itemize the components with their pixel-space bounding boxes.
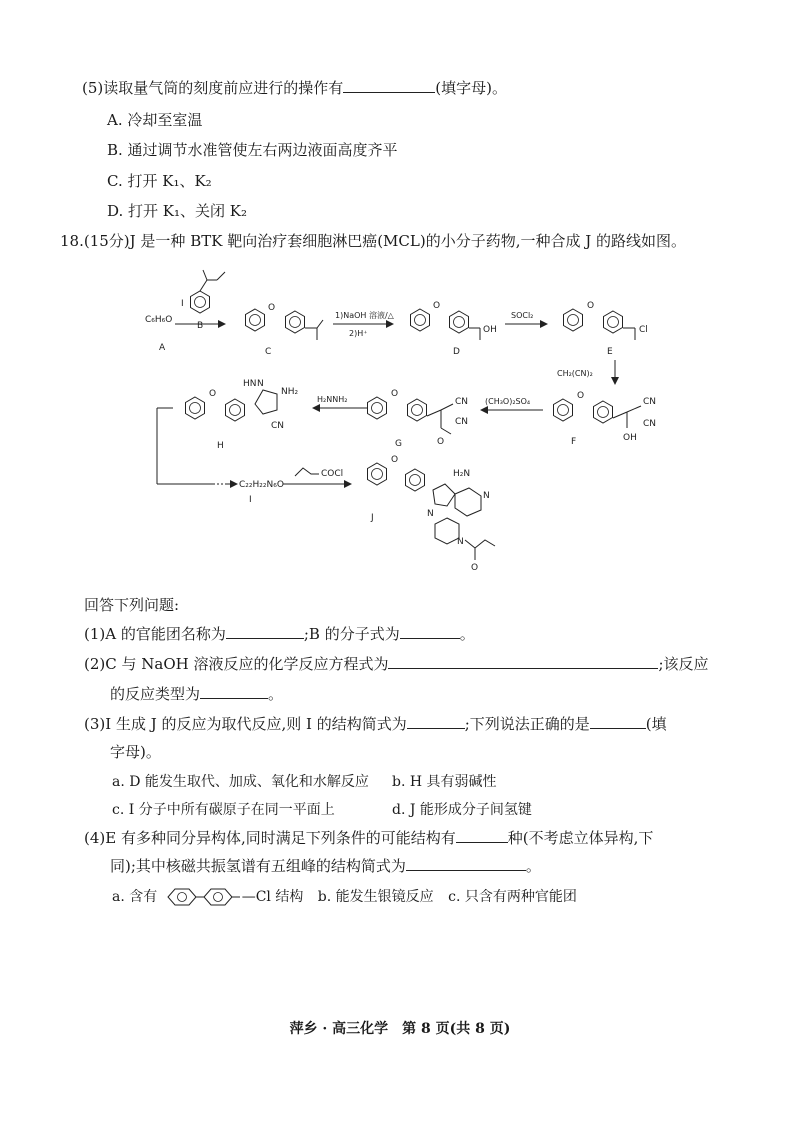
q5-option-a: A. 冷却至室温 — [107, 111, 203, 129]
atom-o: O — [437, 437, 445, 447]
subquestion-2-cont — [110, 684, 283, 704]
atom-n: N — [257, 379, 264, 389]
atom-oh: OH — [623, 433, 637, 443]
s4-cond-a-cl: —Cl 结构 — [241, 889, 304, 905]
atom-nh2: NH₂ — [281, 387, 299, 397]
bond — [427, 410, 441, 416]
biphenyl-icon — [162, 886, 242, 908]
reagent-malononitrile: CH₂(CN)₂ — [557, 369, 593, 378]
acryloyl-group — [465, 540, 495, 548]
s4-cond-a: a. 含有 — [112, 889, 158, 905]
formula-a: C₆H₆O — [145, 315, 173, 325]
s3-text: ;下列说法正确的是 — [464, 715, 590, 733]
benzene-ring-icon — [408, 399, 427, 421]
vinyl-group — [295, 468, 319, 476]
subquestion-3-cont: 字母)。 — [110, 743, 161, 761]
label-f: F — [571, 437, 577, 447]
benzene-ring-icon — [450, 311, 469, 333]
atom-hn: HN — [243, 379, 257, 389]
benzene-ring-icon — [554, 399, 573, 421]
answer-blank[interactable] — [407, 714, 465, 729]
page-footer: 萍乡 · 高三化学 第 8 页(共 8 页) — [289, 1021, 511, 1037]
benzene-ring-icon — [191, 291, 210, 313]
atom-o: O — [391, 389, 399, 399]
benzene-ring-icon — [226, 399, 245, 421]
s1-text: (1)A 的官能团名称为 — [84, 625, 226, 643]
synthesis-scheme — [145, 262, 665, 580]
s3-option-a: a. D 能发生取代、加成、氧化和水解反应 — [112, 774, 369, 790]
label-d: D — [453, 347, 460, 357]
label-e: E — [607, 347, 613, 357]
s4-cond-b: b. 能发生银镜反应 — [317, 889, 434, 905]
subquestion-4-cont — [110, 856, 541, 876]
s1-text: 。 — [459, 625, 475, 643]
s3-text: (3)I 生成 J 的反应为取代反应,则 I 的结构简式为 — [84, 715, 407, 733]
benzene-ring-icon — [406, 469, 425, 491]
label-h: H — [217, 441, 224, 451]
answer-intro: 回答下列问题: — [84, 596, 180, 614]
formula-i: C₂₂H₂₂N₆O — [239, 480, 284, 490]
label-i: I — [249, 495, 252, 505]
atom-o: O — [268, 303, 276, 313]
reagent-socl2: SOCl₂ — [511, 311, 534, 320]
atom-cn: CN — [643, 419, 657, 429]
bond — [317, 320, 323, 328]
pyrimidine-ring — [455, 488, 481, 516]
label-b: B — [197, 321, 204, 331]
s4-text: 同);其中核磁共振氢谱有五组峰的结构简式为 — [110, 857, 406, 875]
reagent-naoh: 1)NaOH 溶液/△ — [335, 311, 394, 320]
s2-text: 。 — [268, 685, 284, 703]
atom-n: N — [427, 509, 434, 519]
benzene-ring-icon — [368, 397, 387, 419]
subquestion-1 — [84, 624, 475, 644]
benzene-ring-icon — [564, 309, 583, 331]
subquestion-4 — [84, 828, 653, 848]
s2-text: 的反应类型为 — [110, 685, 201, 703]
answer-blank[interactable] — [590, 714, 646, 729]
answer-blank[interactable] — [388, 654, 658, 669]
label-j: J — [371, 513, 374, 523]
benzene-ring-icon — [594, 401, 613, 423]
s4-text: (4)E 有多种同分异构体,同时满足下列条件的可能结构有 — [84, 829, 456, 847]
bond — [441, 428, 451, 434]
reagent-acid: 2)H⁺ — [349, 329, 368, 338]
benzene-ring-icon — [604, 311, 623, 333]
atom-cn: CN — [455, 397, 469, 407]
benzene-ring-icon — [246, 309, 265, 331]
benzene-ring-icon — [411, 309, 430, 331]
s1-text: ;B 的分子式为 — [303, 625, 400, 643]
atom-cn: CN — [643, 397, 657, 407]
subquestion-3 — [84, 714, 667, 734]
reagent-hydrazine: H₂NNH₂ — [317, 395, 348, 404]
answer-blank[interactable] — [400, 624, 460, 639]
answer-blank[interactable] — [226, 624, 304, 639]
benzene-ring-icon — [186, 397, 205, 419]
atom-cn: CN — [271, 421, 285, 431]
label-g: G — [395, 439, 402, 449]
atom-o: O — [391, 455, 399, 465]
answer-blank[interactable] — [406, 856, 526, 871]
subquestion-2 — [84, 654, 709, 674]
q5-stem-end: (填字母)。 — [435, 79, 507, 97]
s4-cond-c: c. 只含有两种官能团 — [448, 889, 577, 905]
s3-option-c: c. I 分子中所有碳原子在同一平面上 — [112, 802, 335, 818]
q5-option-d: D. 打开 K₁、关闭 K₂ — [107, 202, 248, 220]
s3-option-d: d. J 能形成分子间氢键 — [392, 802, 532, 818]
atom-cl: Cl — [639, 325, 648, 335]
bond — [203, 270, 207, 280]
bond — [441, 404, 453, 410]
q5-stem — [82, 78, 507, 98]
answer-blank[interactable] — [343, 78, 435, 93]
q5-stem-text: (5)读取量气筒的刻度前应进行的操作有 — [82, 79, 344, 97]
bond — [627, 406, 641, 412]
q5-option-b: B. 通过调节水准管使左右两边液面高度齐平 — [107, 141, 398, 159]
atom-o: O — [471, 563, 479, 573]
answer-blank[interactable] — [456, 828, 508, 843]
s4-text: 种(不考虑立体异构,下 — [507, 829, 654, 847]
s2-text: (2)C 与 NaOH 溶液反应的化学反应方程式为 — [84, 655, 389, 673]
label-c: C — [265, 347, 272, 357]
piperidine-ring — [435, 518, 459, 544]
q18-intro: 18.(15分)J 是一种 BTK 靶向治疗套细胞淋巴癌(MCL)的小分子药物,一种合成 J 的路线如图。 — [60, 232, 687, 250]
atom-n: N — [457, 537, 464, 547]
atom-o: O — [209, 389, 217, 399]
bond — [200, 280, 207, 291]
atom-o: O — [433, 301, 441, 311]
reagent-acryloyl-chloride: COCl — [321, 469, 344, 479]
s4-conditions — [112, 886, 577, 908]
answer-blank[interactable] — [200, 684, 268, 699]
label-a: A — [159, 343, 166, 353]
bond — [217, 272, 225, 280]
atom-oh: OH — [483, 325, 497, 335]
s3-option-b: b. H 具有弱碱性 — [392, 774, 497, 790]
s3-text: (填 — [645, 715, 667, 733]
pyrazole-ring — [255, 390, 277, 414]
bond — [613, 412, 627, 418]
pyrazole-ring — [433, 484, 455, 506]
benzene-ring-icon — [368, 463, 387, 485]
atom-cn: CN — [455, 417, 469, 427]
atom-o: O — [587, 301, 595, 311]
atom-n: N — [483, 491, 490, 501]
atom-i: I — [181, 299, 184, 309]
q5-option-c: C. 打开 K₁、K₂ — [107, 172, 212, 190]
atom-h2n: H₂N — [453, 469, 471, 479]
benzene-ring-icon — [286, 311, 305, 333]
s2-text: ;该反应 — [658, 655, 709, 673]
s4-text: 。 — [525, 857, 541, 875]
reagent-dimethyl-sulfate: (CH₃O)₂SO₄ — [485, 397, 531, 406]
atom-o: O — [577, 391, 585, 401]
